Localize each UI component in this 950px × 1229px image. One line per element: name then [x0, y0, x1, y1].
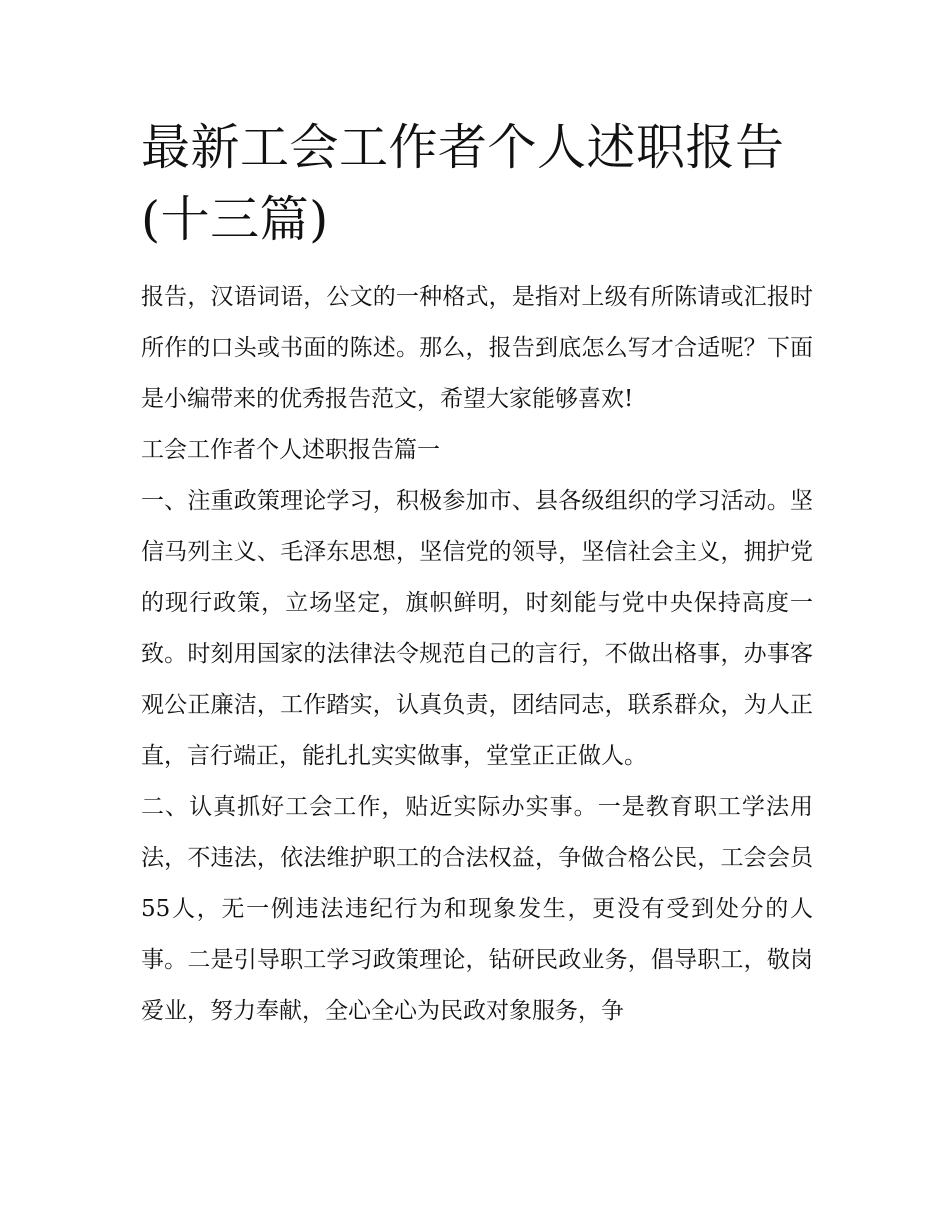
intro-paragraph: 报告，汉语词语，公文的一种格式，是指对上级有所陈请或汇报时所作的口头或书面的陈述。那么，报告到底怎么写才合适呢？下面是小编带来的优秀报告范文，希望大家能够喜欢!	[141, 284, 813, 412]
body-paragraph-two: 二、认真抓好工会工作，贴近实际办实事。一是教育职工学法用法，不违法，依法维护职工的合法权益，争做合格公民，工会会员55人，无一例违法违纪行为和现象发生，更没有受到处分的人事。二是引导职工学习政策理论，钻研民政业务，倡导职工，敬岗爱业，努力奉献，全心全心为民政对象服务，争	[141, 794, 813, 1024]
document-title: 最新工会工作者个人述职报告(十三篇)	[141, 119, 785, 248]
section-heading: 工会工作者个人述职报告篇一	[141, 437, 440, 463]
document-body	[141, 112, 813, 1037]
body-paragraph-one: 一、注重政策理论学习，积极参加市、县各级组织的学习活动。坚信马列主义、毛泽东思想，坚信党的领导，坚信社会主义，拥护党的现行政策，立场坚定，旗帜鲜明，时刻能与党中央保持高度一致。时刻用国家的法律法令规范自己的言行，不做出格事，办事客观公正廉洁，工作踏实，认真负责，团结同志，联系群众，为人正直，言行端正，能扎扎实实做事，堂堂正正做人。	[141, 488, 813, 769]
